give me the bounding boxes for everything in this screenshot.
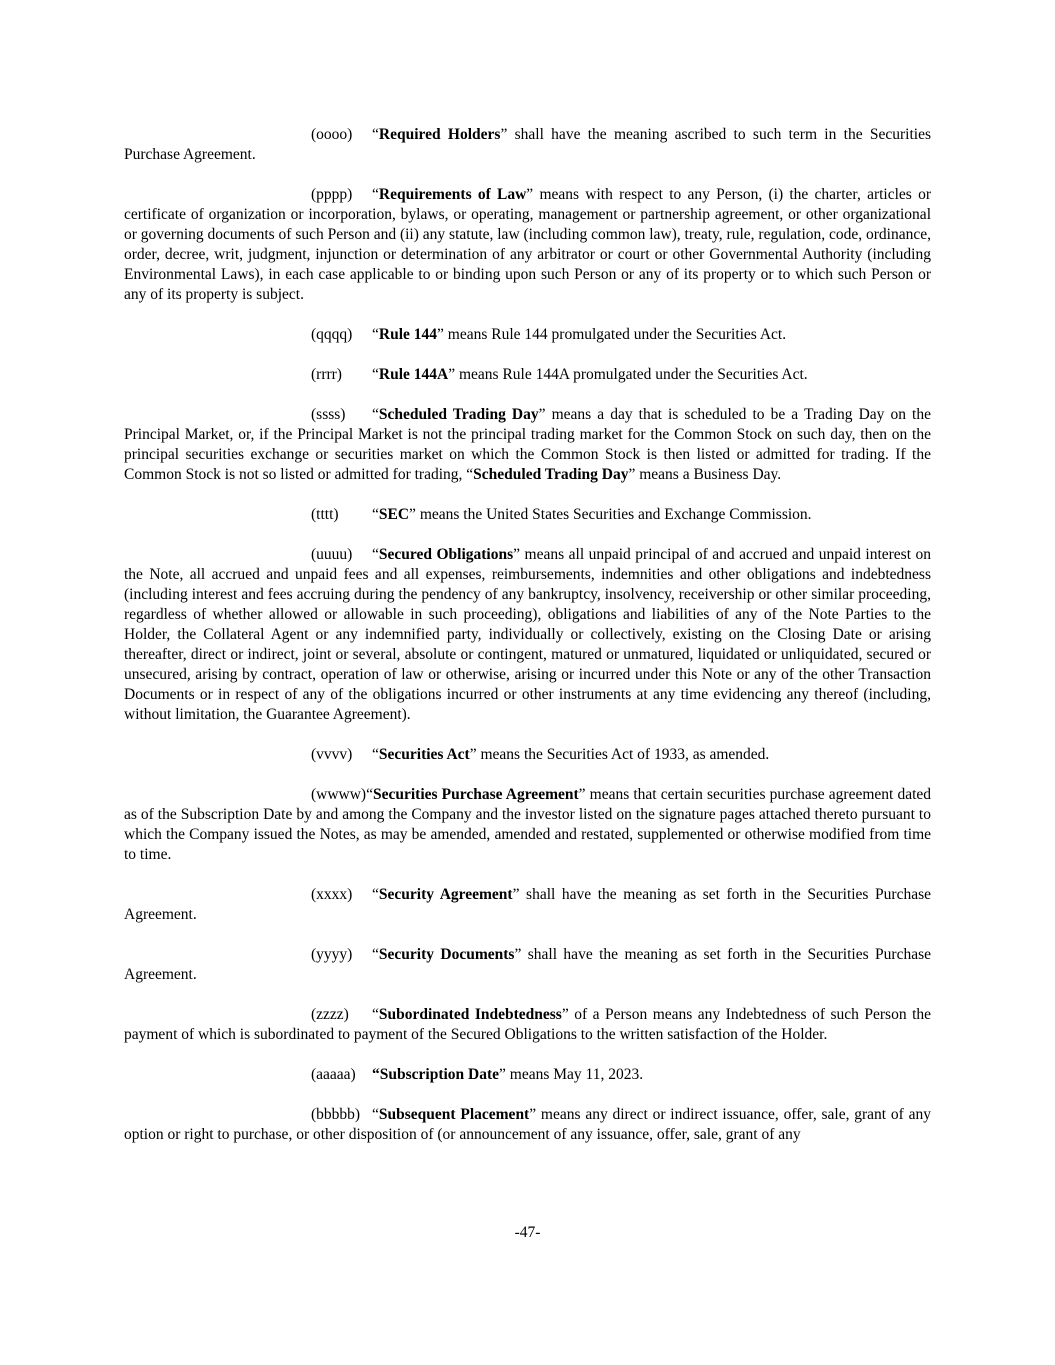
defined-term: Securities Act (378, 746, 470, 763)
defined-term: Rule 144A (378, 366, 449, 383)
definition-scheduled-trading-day: (ssss) “Scheduled Trading Day” means a day that is scheduled to be a Trading Day on the Principal Market, or, if the Principal Market is not the principal trading market for the Common Stock on such day, then on the principal securities exchange or securities market on which the Common Stock is then listed or admitted for trading. If the Common Stock is not so listed or admitted for trading, “Scheduled Trading Day” means a Business Day. (124, 406, 931, 483)
definition-text: means with respect to any Person, (i) the charter, articles or certificate of organization or incorporation, bylaws, or operating, management or partnership agreement, or other organizational or governing documents of such Person and (ii) any statute, law (including common law), treaty, rule, regulation, code, ordinance, order, decree, writ, judgment, injunction or determination of any arbitrator or court or other Governmental Authority (including Environmental Laws), in each case applicable to or binding upon such Person or any of its property or to which such Person or any of its property is subject. (124, 186, 931, 303)
defined-term: Security Documents (378, 946, 515, 963)
defined-term: Subsequent Placement (378, 1106, 530, 1123)
definition-text: shall have the meaning as set forth in the Securities Purchase Agreement. (124, 886, 931, 923)
section-label: (aaaaa) (311, 1066, 356, 1083)
definition-text: means all unpaid principal of and accrued and unpaid interest on the Note, all accrued and unpaid fees and all expenses, reimbursements, indemnities and other obligations and indebtedness (including interest and fees accruing during the pendency of any bankruptcy, insolvency, receivership or other similar proceeding, regardless of whether allowed or allowable in such proceeding), obligations and liabilities of any of the Note Parties to the Holder, the Collateral Agent or any indemnified party, individually or collectively, existing on the Closing Date or arising thereafter, direct or indirect, joint or several, absolute or contingent, matured or unmatured, liquidated or unliquidated, secured or unsecured, arising by contract, operation of law or otherwise, arising or incurred under this Note or any of the other Transaction Documents or in respect of any of the obligations incurred or other instruments at any time evidencing any thereof (including, without limitation, the Guarantee Agreement). (124, 546, 932, 723)
definition-requirements-of-law: (pppp) “Requirements of Law” means with respect to any Person, (i) the charter, articles or certificate of organization or incorporation, bylaws, or operating, management or partnership agreement, or other organizational or governing documents of such Person and (ii) any statute, law (including common law), treaty, rule, regulation, code, ordinance, order, decree, writ, judgment, injunction or determination of any arbitrator or court or other Governmental Authority (including Environmental Laws), in each case applicable to or binding upon such Person or any of its property or to which such Person or any of its property is subject. (124, 186, 931, 303)
defined-term: Secured Obligations (378, 546, 514, 563)
definition-securities-act: (vvvv) “Securities Act” means the Securities Act of 1933, as amended. (311, 746, 770, 763)
definition-text: means Rule 144 promulgated under the Securities Act. (443, 326, 787, 343)
section-label: (xxxx) (311, 886, 353, 903)
definition-secured-obligations: (uuuu) “Secured Obligations” means all unpaid principal of and accrued and unpaid interest on the Note, all accrued and unpaid fees and all expenses, reimbursements, indemnities and other obligations and indebtedness (including interest and fees accruing during the pendency of any bankruptcy, insolvency, receivership or other similar proceeding, regardless of whether allowed or allowable in such proceeding), obligations and liabilities of any of the Note Parties to the Holder, the Collateral Agent or any indemnified party, individually or collectively, existing on the Closing Date or arising thereafter, direct or indirect, joint or several, absolute or contingent, matured or unmatured, liquidated or unliquidated, secured or unsecured, arising by contract, operation of law or otherwise, arising or incurred under this Note or any of the other Transaction Documents or in respect of any of the obligations incurred or other instruments at any time evidencing any thereof (including, without limitation, the Guarantee Agreement). (124, 546, 932, 723)
section-label: (ssss) (311, 406, 346, 423)
definition-required-holders: (oooo) “Required Holders” shall have the meaning ascribed to such term in the Securities Purchase Agreement. (124, 126, 932, 163)
section-label: (zzzz) (311, 1006, 349, 1023)
definition-subscription-date: (aaaaa) “Subscription Date” means May 11, 2023. (311, 1066, 644, 1083)
definitions-list (124, 125, 931, 1165)
definition-text: shall have the meaning ascribed to such term in the Securities Purchase Agreement. (124, 126, 932, 163)
defined-term: Requirements of Law (378, 186, 527, 203)
defined-term: Rule 144 (378, 326, 438, 343)
definition-rule-144a: (rrrr) “Rule 144A” means Rule 144A promulgated under the Securities Act. (311, 366, 808, 383)
defined-term: Security Agreement (378, 886, 513, 903)
page-number: -47- (514, 1224, 541, 1241)
definition-security-documents: (yyyy) “Security Documents” shall have the meaning as set forth in the Securities Purchase Agreement. (124, 946, 931, 983)
definition-text: ” means a Business Day. (628, 466, 782, 483)
section-label: (tttt) (311, 506, 339, 523)
defined-term: Securities Purchase Agreement (373, 786, 579, 803)
definition-text: of a Person means any Indebtedness of such Person the payment of which is subordinated to payment of the Secured Obligations to the written satisfaction of the Holder. (124, 1006, 931, 1043)
section-label: (bbbbb) (311, 1106, 361, 1123)
section-label: (qqqq) (311, 326, 353, 343)
defined-term: Subscription Date (379, 1066, 500, 1083)
defined-term: Subordinated Indebtedness (378, 1006, 562, 1023)
definition-text: means Rule 144A promulgated under the Securities Act. (455, 366, 808, 383)
definition-text: means the United States Securities and Exchange Commission. (415, 506, 812, 523)
definition-subsequent-placement: (bbbbb) “Subsequent Placement” means any direct or indirect issuance, offer, sale, grant of any option or right to purchase, or other disposition of (or announcement of any issuance, offer, sale, grant of any (124, 1106, 931, 1143)
defined-term: Required Holders (378, 126, 501, 143)
definition-security-agreement: (xxxx) “Security Agreement” shall have the meaning as set forth in the Securities Purchase Agreement. (124, 886, 931, 923)
definition-text: means the Securities Act of 1933, as amended. (476, 746, 770, 763)
section-label: (yyyy) (311, 946, 353, 963)
definition-text: means a day that is scheduled to be a Trading Day on the Principal Market, or, if the Principal Market is not the principal trading market for the Common Stock on such day, then on the principal securities exchange or securities market on which the Common Stock is then listed or admitted for trading. If the Common Stock is not so listed or admitted for trading, “ (124, 406, 931, 483)
definition-securities-purchase-agreement: (wwww)“Securities Purchase Agreement” means that certain securities purchase agreement dated as of the Subscription Date by and among the Company and the investor listed on the signature pages attached thereto pursuant to which the Company issued the Notes, as may be amended, amended and restated, supplemented or otherwise modified from time to time. (124, 786, 932, 863)
definition-sec: (tttt) “SEC” means the United States Securities and Exchange Commission. (311, 506, 812, 523)
section-label: (pppp) (311, 186, 353, 203)
definition-text: means any direct or indirect issuance, offer, sale, grant of any option or right to purchase, or other disposition of (or announcement of any issuance, offer, sale, grant of any (124, 1106, 931, 1143)
definition-text: shall have the meaning as set forth in the Securities Purchase Agreement. (124, 946, 931, 983)
defined-term: SEC (378, 506, 410, 523)
section-label: (uuuu) (311, 546, 353, 563)
section-label: (oooo) (311, 126, 353, 143)
section-label: (vvvv) (311, 746, 353, 763)
definition-text: means that certain securities purchase agreement dated as of the Subscription Date by and among the Company and the investor listed on the signature pages attached thereto pursuant to which the Company issued the Notes, as may be amended, amended and restated, supplemented or otherwise modified from time to time. (124, 786, 932, 863)
defined-term: Scheduled Trading Day (473, 466, 629, 483)
definition-rule-144: (qqqq) “Rule 144” means Rule 144 promulgated under the Securities Act. (311, 326, 787, 343)
section-label: (wwww) (311, 786, 367, 803)
section-label: (rrrr) (311, 366, 342, 383)
defined-term: Scheduled Trading Day (378, 406, 539, 423)
definition-text: means May 11, 2023. (505, 1066, 644, 1083)
definition-subordinated-indebtedness: (zzzz) “Subordinated Indebtedness” of a Person means any Indebtedness of such Person the payment of which is subordinated to payment of the Secured Obligations to the written satisfaction of the Holder. (124, 1006, 931, 1043)
